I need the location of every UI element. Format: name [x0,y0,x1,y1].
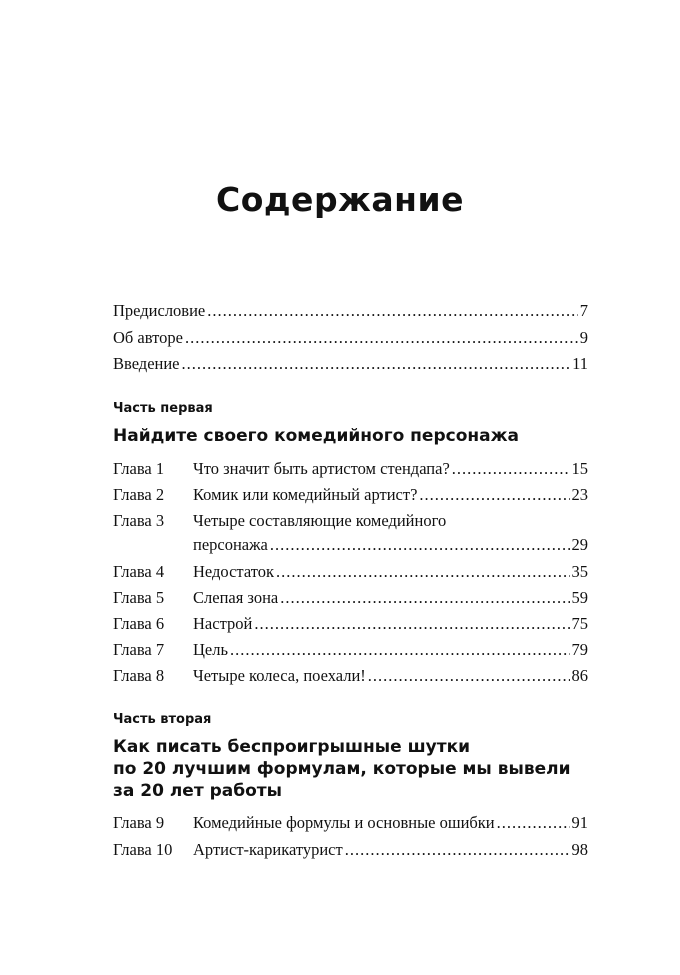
part-title-line: Как писать беспроигрышные шутки [113,737,471,757]
chapter-title: Недостаток [193,562,274,581]
toc-entry-title: Предисловие [113,301,206,320]
chapter-number: Глава 2 [113,485,165,504]
toc-chapter-7[interactable] [113,639,588,661]
toc-chapter-8[interactable] [113,665,588,687]
dot-leader [497,812,570,834]
toc-chapter-10[interactable] [113,839,588,861]
toc-chapter-4[interactable] [113,561,588,583]
toc-entry-title: Об авторе [113,328,183,347]
chapter-number: Глава 8 [113,666,165,685]
chapter-title: Комедийные формулы и основные ошибки [193,813,495,832]
toc-chapter-3-line1[interactable] [113,510,588,532]
dot-leader [254,613,569,635]
chapter-title: Цель [193,640,228,659]
toc-chapter-3-line2[interactable] [113,534,588,556]
toc-chapter-5[interactable] [113,587,588,609]
toc-page-number: 79 [571,640,588,659]
toc-page-number: 86 [571,666,588,685]
chapter-number: Глава 6 [113,614,165,633]
part-title [113,425,593,447]
toc-page-number: 98 [571,840,588,859]
chapter-title: Слепая зона [193,588,279,607]
toc-page-number: 9 [579,328,588,347]
chapter-number: Глава 7 [113,640,165,659]
toc-page-number: 29 [571,535,588,554]
toc-page-number: 91 [571,813,588,832]
dot-leader [345,839,570,861]
dot-leader [185,327,578,349]
part-title-line: за 20 лет работы [113,781,283,801]
chapter-number: Глава 9 [113,813,165,832]
toc-page-number: 11 [572,354,588,373]
toc-entry-introduction[interactable] [113,353,588,375]
chapter-title: персонажа [193,535,268,554]
page-title: Содержание [216,180,464,219]
dot-leader [280,587,569,609]
dot-leader [207,300,578,322]
toc-chapter-1[interactable] [113,458,588,480]
toc-page-number: 35 [571,562,588,581]
toc-chapter-9[interactable] [113,812,588,834]
chapter-number: Глава 10 [113,840,173,859]
chapter-title: Что значит быть артистом стендапа? [193,459,450,478]
toc-entry-preface[interactable] [113,300,588,322]
chapter-number: Глава 3 [113,511,165,530]
toc-page-number: 7 [579,301,588,320]
chapter-number: Глава 4 [113,562,165,581]
part-label: Часть первая [113,401,213,416]
chapter-title: Настрой [193,614,253,633]
toc-chapter-6[interactable] [113,613,588,635]
toc-entry-title: Введение [113,354,180,373]
toc-page-number: 75 [571,614,588,633]
chapter-number: Глава 1 [113,459,165,478]
chapter-title: Четыре колеса, поехали! [193,666,366,685]
dot-leader [276,561,570,583]
dot-leader [368,665,570,687]
chapter-title: Комик или комедийный артист? [193,485,418,504]
chapter-title: Артист-карикатурист [193,840,343,859]
dot-leader [182,353,571,375]
toc-page-number: 59 [571,588,588,607]
part-label: Часть вторая [113,712,212,727]
dot-leader [230,639,570,661]
part-title-line: по 20 лучшим формулам, которые мы вывели [113,759,571,779]
dot-leader [270,534,570,556]
toc-page-number: 23 [571,485,588,504]
toc-chapter-2[interactable] [113,484,588,506]
chapter-title: Четыре составляющие комедийного [193,511,447,530]
toc-page-number: 15 [571,459,588,478]
dot-leader [452,458,570,480]
part-title-line: Найдите своего комедийного персонажа [113,426,519,446]
toc-entry-about-author[interactable] [113,327,588,349]
part-title [113,736,593,802]
dot-leader [419,484,569,506]
chapter-number: Глава 5 [113,588,165,607]
